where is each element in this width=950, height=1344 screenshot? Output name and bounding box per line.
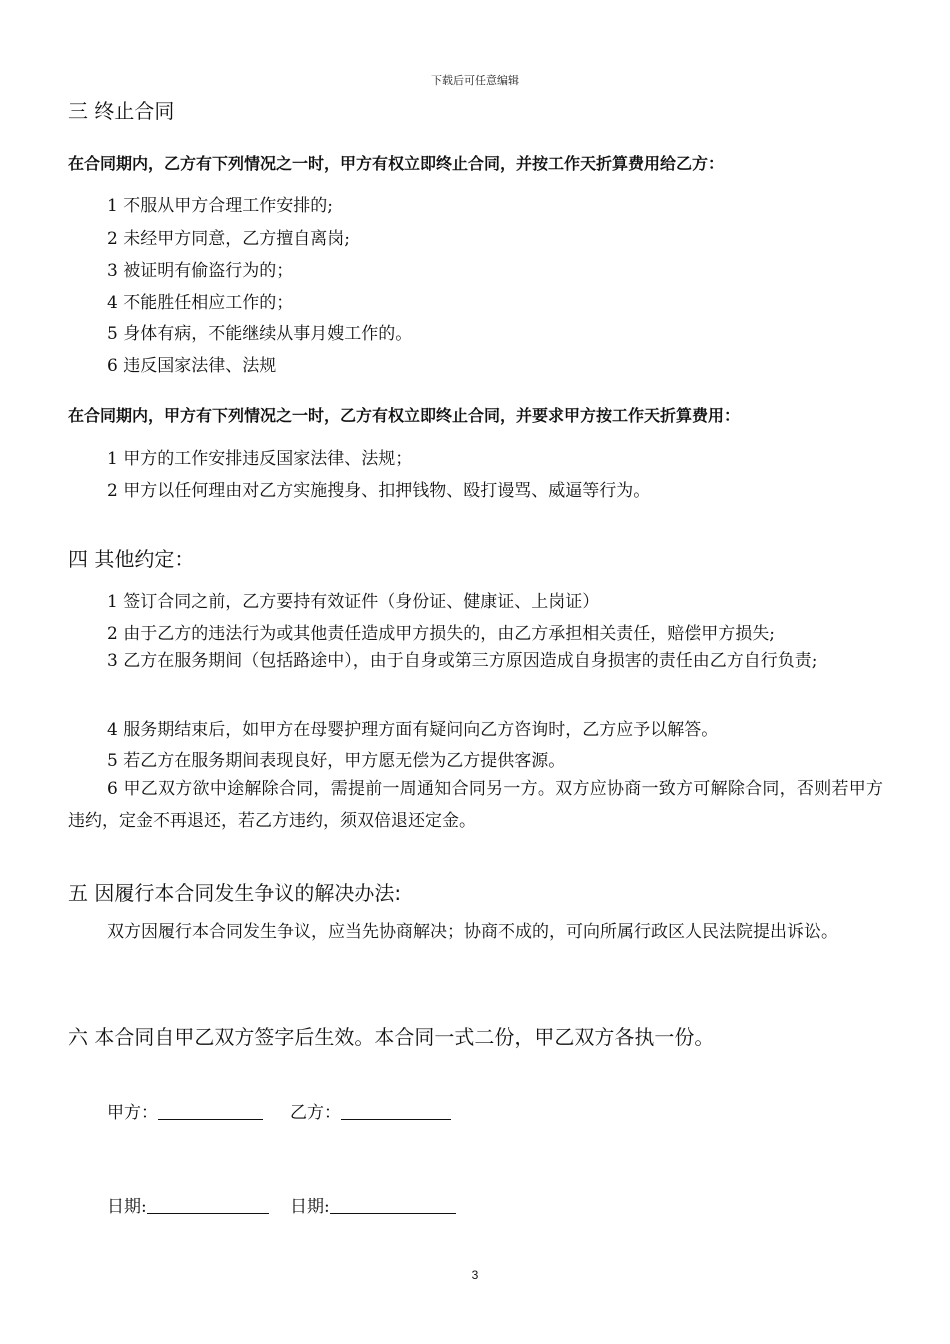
list-item: 6 违反国家法律、法规	[107, 356, 277, 376]
section-3-title: 三 终止合同	[68, 99, 175, 123]
section-6-title: 六 本合同自甲乙双方签字后生效。本合同一式二份，甲乙双方各执一份。	[68, 1025, 715, 1049]
section-5-text: 双方因履行本合同发生争议，应当先协商解决；协商不成的，可向所属行政区人民法院提出诉讼。	[107, 922, 838, 942]
section-3-intro-a: 在合同期内，乙方有下列情况之一时，甲方有权立即终止合同，并按工作天折算费用给乙方：	[68, 154, 725, 173]
list-item: 4 服务期结束后，如甲方在母婴护理方面有疑问向乙方咨询时，乙方应予以解答。	[107, 720, 719, 740]
date-a-line[interactable]	[147, 1195, 269, 1214]
list-item: 3 被证明有偷盗行为的；	[107, 261, 294, 281]
section-4-title: 四 其他约定：	[68, 547, 195, 571]
section-3-intro-b: 在合同期内，甲方有下列情况之一时，乙方有权立即终止合同，并要求甲方按工作天折算费用：	[68, 406, 741, 425]
party-b-signature	[290, 1098, 451, 1123]
date-b	[290, 1192, 456, 1217]
list-item: 4 不能胜任相应工作的；	[107, 293, 294, 313]
list-item: 2 未经甲方同意，乙方擅自离岗;	[107, 229, 350, 249]
list-item: 2 甲方以任何理由对乙方实施搜身、扣押钱物、殴打谩骂、威逼等行为。	[107, 481, 651, 501]
party-b-label: 乙方：	[290, 1103, 341, 1123]
list-item: 5 若乙方在服务期间表现良好，甲方愿无偿为乙方提供客源。	[107, 751, 566, 771]
party-a-signature-line[interactable]	[158, 1101, 263, 1120]
list-item: 2 由于乙方的违法行为或其他责任造成甲方损失的，由乙方承担相关责任，赔偿甲方损失;	[107, 624, 775, 644]
list-item: 6 甲乙双方欲中途解除合同，需提前一周通知合同另一方。双方应协商一致方可解除合同，否则若甲方违约，定金不再退还，若乙方违约，须双倍退还定金。	[68, 779, 883, 831]
date-b-line[interactable]	[330, 1195, 456, 1214]
list-item: 5 身体有病，不能继续从事月嫂工作的。	[107, 324, 413, 344]
list-item: 3 乙方在服务期间（包括路途中），由于自身或第三方原因造成自身损害的责任由乙方自行负责;	[107, 651, 818, 671]
section-5-title: 五 因履行本合同发生争议的解决办法:	[68, 881, 402, 905]
list-item: 1 不服从甲方合理工作安排的;	[107, 196, 333, 216]
page-header: 下载后可任意编辑	[431, 74, 519, 87]
list-item: 1 甲方的工作安排违反国家法律、法规；	[107, 449, 413, 469]
party-a-label: 甲方：	[107, 1103, 158, 1123]
list-item: 1 签订合同之前，乙方要持有效证件（身份证、健康证、上岗证）	[107, 592, 600, 612]
party-b-signature-line[interactable]	[341, 1101, 451, 1120]
party-a-signature	[107, 1098, 263, 1123]
page-number: 3	[471, 1268, 479, 1282]
date-a	[107, 1192, 269, 1217]
date-b-label: 日期:	[290, 1197, 330, 1217]
date-a-label: 日期:	[107, 1197, 147, 1217]
